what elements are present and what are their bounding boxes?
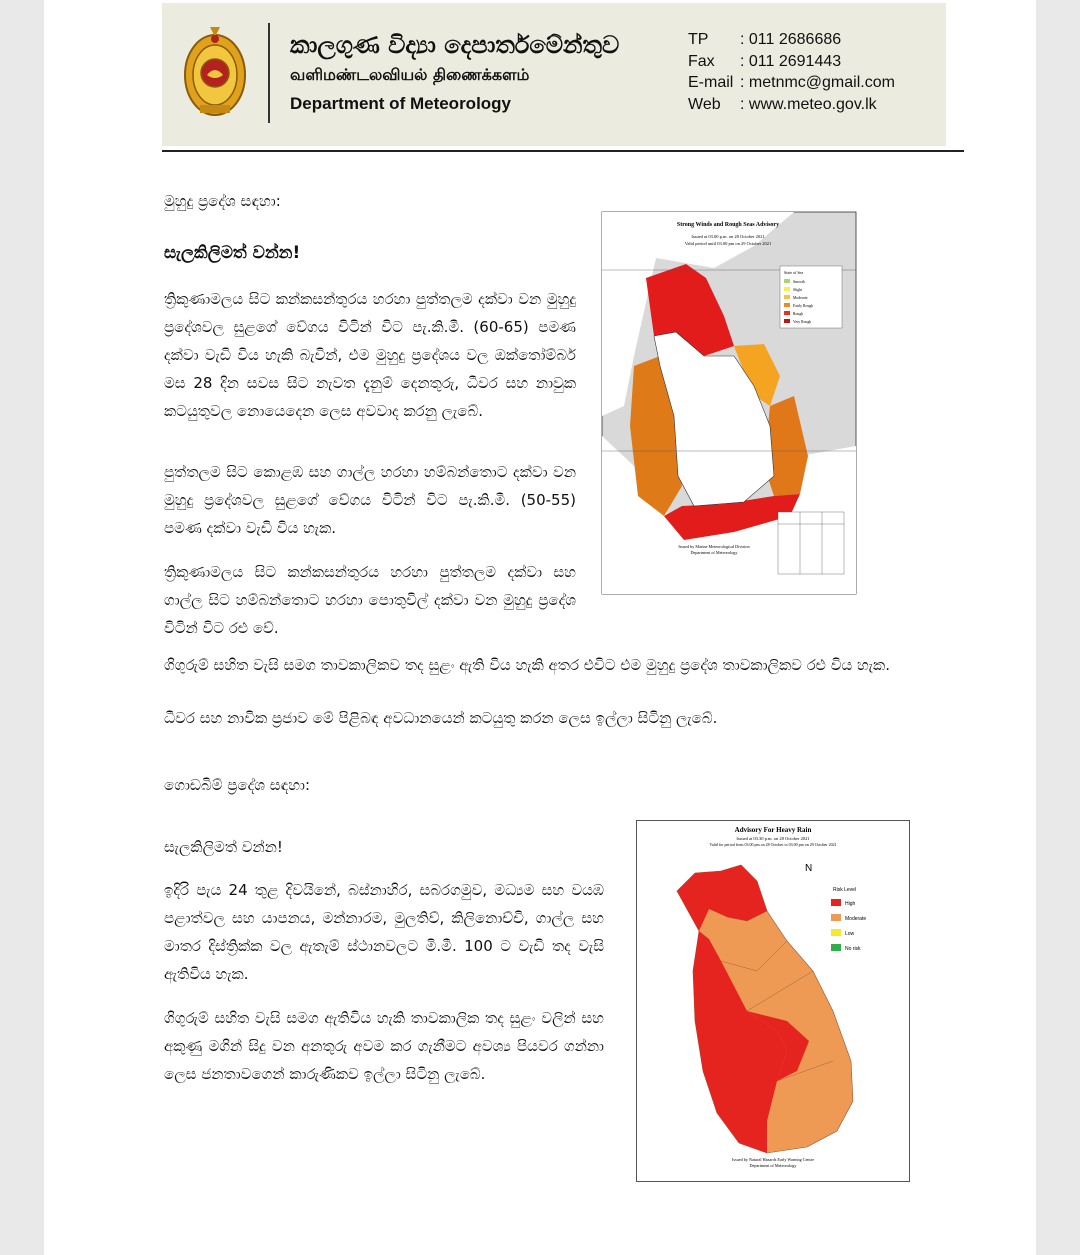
contact-block (688, 31, 895, 117)
sea-map-title: Strong Winds and Rough Seas Advisory (676, 222, 780, 228)
sea-paragraph-5: ධීවර සහ නාවික ප්‍රජාව මේ පිළිබඳ අවධානයෙන් කටයුතු කරන ලෙස ඉල්ලා සිටිනු ලැබේ. (164, 709, 718, 727)
rain-map-valid: Valid for period from 03.00 pm on 28 October to 03.00 pm on 29 October 2021 (709, 842, 837, 847)
svg-text:High: High (845, 901, 856, 907)
rain-map-dept: Department of Meteorology (749, 1163, 797, 1168)
contact-web: Web : www.meteo.gov.lk (688, 95, 877, 113)
sea-legend-title: State of Sea (784, 270, 804, 275)
letterhead (162, 3, 946, 146)
sea-alert: සැලකිලිමත් වන්න! (164, 243, 301, 263)
header-divider (268, 23, 270, 123)
svg-text:No risk: No risk (845, 946, 861, 952)
contact-fax: Fax : 011 2691443 (688, 52, 842, 70)
land-paragraph-1: ඉදිරි පැය 24 තුළ දිවයිනේ, බස්නාහිර, සබරගමුව, මධ්‍යම සහ වයඹ පළාත්වල සහ යාපනය, මන්නාරම, මුලතිව්, කිලිනොච්චි, ගාල්ල සහ මාතර දිස්ත්‍රික්ක වල ඇතැම් ස්ථානවලට මි.මී. 100 ට වැඩි තද වැසි ඇතිවිය හැක. (164, 881, 604, 983)
sea-heading: මුහුදු ප්‍රදේශ සඳහා: (164, 192, 281, 210)
rain-map-issuer: Issued by Natural Hazards Early Warning Centre (732, 1157, 814, 1162)
svg-text:Low: Low (845, 931, 855, 937)
sea-map-valid: Valid period until 03.00 pm on 29 October 2021 (684, 241, 772, 246)
sea-map-issuer: Issued by Marine Meteorological Division (678, 544, 750, 549)
contact-phone: TP : 011 2686686 (688, 31, 842, 48)
svg-text:Fairly Rough: Fairly Rough (793, 304, 814, 308)
department-name-sinhala: කාලගුණ විද්‍යා දෙපාර්තමේන්තුව (290, 31, 620, 59)
svg-text:Smooth: Smooth (793, 280, 805, 284)
sea-paragraph-1: ත්‍රිකුණාමලය සිට කන්කසන්තුරය හරහා පුත්තලම දක්වා වන මුහුදු ප්‍රදේශවල සුළගේ වේගය විටින් විට පැ.කි.මී. (60-65) පමණ දක්වා වැඩි විය හැකි බැවින්, එම මුහුදු ප්‍රදේශය වල ඔක්තෝම්බර් මස 28 දින සවස සිට නැවත දැනුම් දෙනතුරු, ධීවර සහ නාවුක කටයුතුවල නොයෙදෙන ලෙස අවවාද කරනු ලැබේ. (164, 290, 576, 420)
svg-text:Very Rough: Very Rough (793, 320, 812, 324)
rain-legend (831, 887, 866, 952)
sea-map-dept: Department of Meteorology (690, 550, 738, 555)
sea-paragraph-2: පුත්තලම සිට කොළඹ සහ ගාල්ල හරහා හම්බන්තොට දක්වා වන මුහුදු ප්‍රදේශවල සුළගේ වේගය විටින් විට පැ.කි.මී. (50-55) පමණ දක්වා වැඩි විය හැක. (164, 463, 576, 537)
svg-text:Moderate: Moderate (793, 296, 808, 300)
department-name-english: Department of Meteorology (290, 94, 512, 113)
svg-text:Rough: Rough (793, 312, 804, 316)
heavy-rain-advisory-map (636, 820, 910, 1182)
land-heading: ගොඩබිම් ප්‍රදේශ සඳහා: (164, 776, 311, 794)
land-paragraph-2: ගිගුරුම් සහිත වැසි සමග ඇතිවිය හැකි තාවකාලික තද සුළං වලින් සහ අකුණු මගින් සිදු වන අනතුරු අවම කර ගැනීමට අවශ්‍ය පියවර ගන්නා ලෙස ජනතාවගෙන් කාරුණිකව ඉල්ලා සිටිනු ලැබේ. (164, 1009, 604, 1083)
sri-lanka-emblem-icon (182, 23, 248, 121)
svg-text:Risk Level: Risk Level (833, 887, 857, 893)
sea-state-table (778, 512, 844, 574)
north-arrow-icon: N (805, 863, 813, 874)
rain-map-title: Advisory For Heavy Rain (734, 826, 812, 834)
header-rule (162, 150, 964, 152)
sea-advisory-map (594, 206, 864, 602)
sea-paragraph-3: ත්‍රිකුණාමලය සිට කන්කසන්තුරය හරහා පුත්තලම දක්වා සහ ගාල්ල සිට හම්බන්තොට හරහා පොතුවිල් දක්වා වන මුහුදු ප්‍රදේශ විටින් විට රළු වේ. (164, 563, 576, 637)
department-name-tamil: வளிமண்டலவியல் திணைக்களம் (290, 65, 530, 84)
rain-map-issued: Issued at 03.30 p.m. on 28 October 2021 (736, 836, 810, 841)
svg-text:Slight: Slight (793, 288, 803, 292)
land-alert: සැලකිලිමත් වන්න! (164, 838, 283, 856)
svg-text:Moderate: Moderate (845, 916, 867, 922)
sea-paragraph-4: ගිගුරුම් සහිත වැසි සමග තාවකාලිකව තද සුළං ඇති විය හැකි අතර එවිට එම මුහුදු ප්‍රදේශ තාවකාලිකව රළු විය හැක. (164, 656, 890, 674)
document-page (44, 0, 1036, 1255)
contact-email: E-mail : metnmc@gmail.com (688, 74, 895, 91)
sea-map-issued: Issued at 03.00 p.m. on 28 October 2021 (691, 234, 765, 239)
